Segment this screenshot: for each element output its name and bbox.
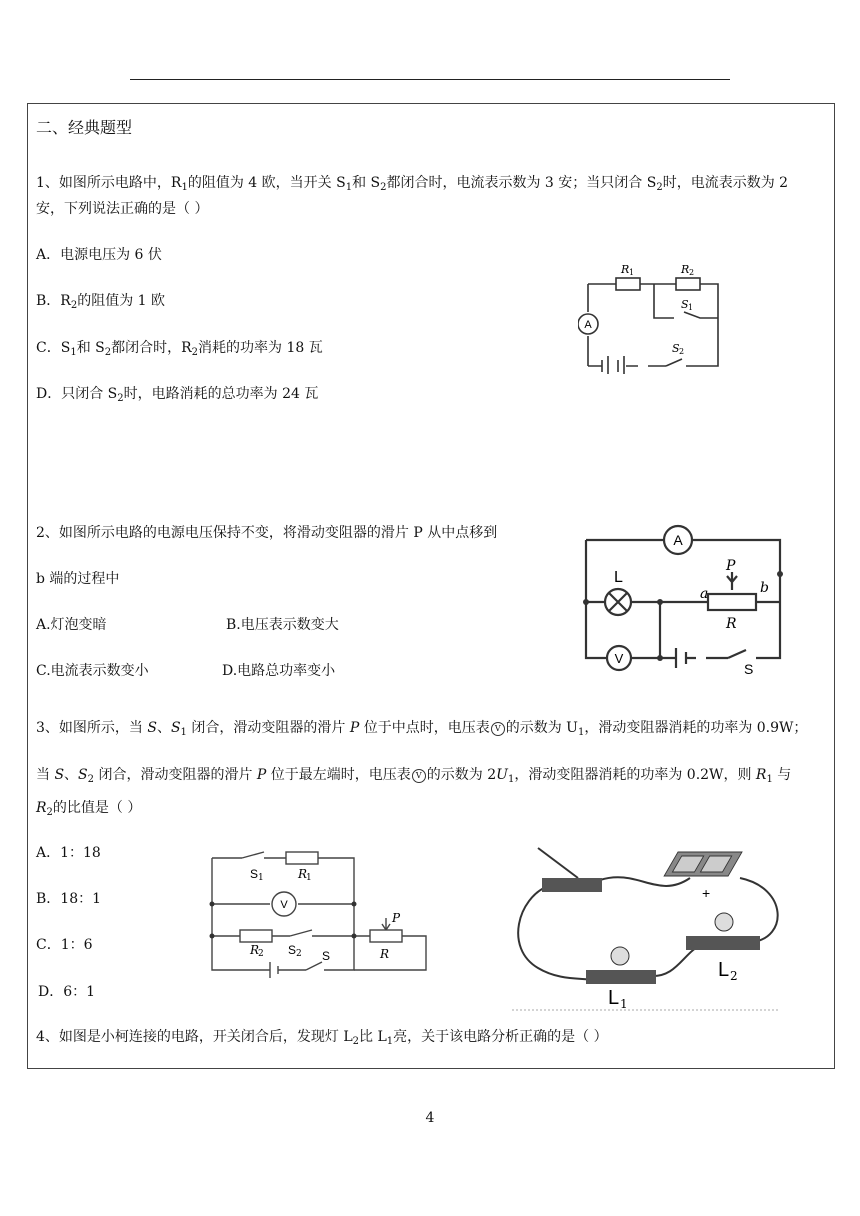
q3-s2-label: S [288,943,297,957]
q3-r1-label: R [298,867,308,881]
q2-circuit-figure [578,518,802,676]
q2-line2: b 端的过程中 [36,571,120,587]
bulb-2-icon [715,913,733,931]
page-number: 4 [425,1110,435,1126]
q1-r1-label: R [621,263,630,276]
q1-s2-label: S [672,342,680,355]
q3-s1-label: S [250,867,259,881]
q4-l1-sub: 1 [620,997,628,1011]
q4-line1: 4、如图是小柯连接的电路，开关闭合后，发现灯 $L_2$比 $L_1$亮，关于该电路分析正确的是（ ） [36,1029,608,1047]
q1-s1-sub: 1 [688,303,694,312]
q1-option-c: C．$S_1$和 $S_2$都闭合时，$R_2$消耗的功率为 18 瓦 [36,340,323,358]
q2-ammeter-label: A [673,532,683,548]
q2-line1: 2、如图所示电路的电源电压保持不变，将滑动变阻器的滑片 P 从中点移到 [36,525,498,541]
voltmeter-icon: V [412,769,426,783]
q1-r2-label: R [681,263,690,276]
q1-option-b: B．$R_2$的阻值为 1 欧 [36,293,166,311]
q3-s-label: S [322,949,331,963]
section-title: 二、经典题型 [36,118,133,137]
q2-lamp-label: L [614,569,623,586]
q3-r-label: R [380,947,390,961]
q4-l2-sub: 2 [730,969,738,983]
q3-p-label: P [392,911,401,925]
q2-option-b: B.电压表示数变大 [226,617,339,633]
q4-physical-circuit-figure [508,838,792,1016]
q3-circuit-figure [206,848,434,984]
header-rule [130,79,730,80]
q4-l2-label: L [718,959,730,981]
q2-r-label: R [726,616,737,632]
q3-s2-sub: 2 [296,949,302,959]
q1-option-d: D．只闭合 $S_2$时，电路消耗的总功率为 24 瓦 [36,386,319,404]
q2-option-c: C.电流表示数变小 [36,663,149,679]
q1-r1-sub: 1 [629,268,635,277]
q2-voltmeter-label: V [614,651,624,666]
q1-line1: 1、如图所示电路中，$R_1$的阻值为 4 欧，当开关 $S_1$和 $S_2$都闭合时，电流表示数为 3 安；当只闭合 $S_2$时，电流表示数为 2 [36,175,789,193]
q1-circuit-figure [578,256,728,374]
q1-ammeter-label: A [584,319,592,331]
bulb-holder-2 [686,936,760,950]
q3-s1-sub: 1 [258,873,264,883]
q3-option-a: A．1：18 [36,845,101,861]
bulb-1-icon [611,947,629,965]
q1-s2-sub: 2 [679,347,685,356]
q1-r2-sub: 2 [689,268,695,277]
battery-holder [664,852,742,876]
bulb-holder-1 [586,970,656,984]
q2-option-d: D.电路总功率变小 [222,663,336,679]
q4-plus-label: + [702,885,711,901]
q3-option-d: D．6：1 [38,984,96,1000]
q2-a-label: a [700,586,709,602]
q1-option-a: A．电源电压为 6 伏 [36,247,162,263]
switch-base [542,878,602,892]
q3-voltmeter-label: V [280,899,288,911]
q3-option-c: C．1：6 [36,937,93,953]
q3-line3: $R_2$的比值是（ ） [36,800,142,818]
q3-option-b: B．18：1 [36,891,102,907]
q2-b-label: b [760,580,769,596]
q3-r2-sub: 2 [258,949,264,959]
q1-s1-label: S [681,298,689,311]
q3-r1-sub: 1 [306,873,312,883]
q4-l1-label: L [608,987,620,1009]
q2-p-label: P [726,558,736,574]
q1-line2: 安，下列说法正确的是（ ） [36,201,209,217]
q3-line2: 当 S、$S_2$ 闭合，滑动变阻器的滑片 P 位于最左端时，电压表 V 的示数为 $2U_1$，滑动变阻器消耗的功率为 0.2W，则 $R_1$ 与 [36,767,792,785]
q2-s-label: S [744,661,754,676]
q2-option-a: A.灯泡变暗 [36,617,107,633]
voltmeter-icon: V [491,722,505,736]
q3-r2-label: R [250,943,260,957]
q3-line1: 3、如图所示，当 S、$S_1$ 闭合，滑动变阻器的滑片 P 位于中点时，电压表 V 的示数为 $U_1$，滑动变阻器消耗的功率为 0.9W； [36,720,808,738]
